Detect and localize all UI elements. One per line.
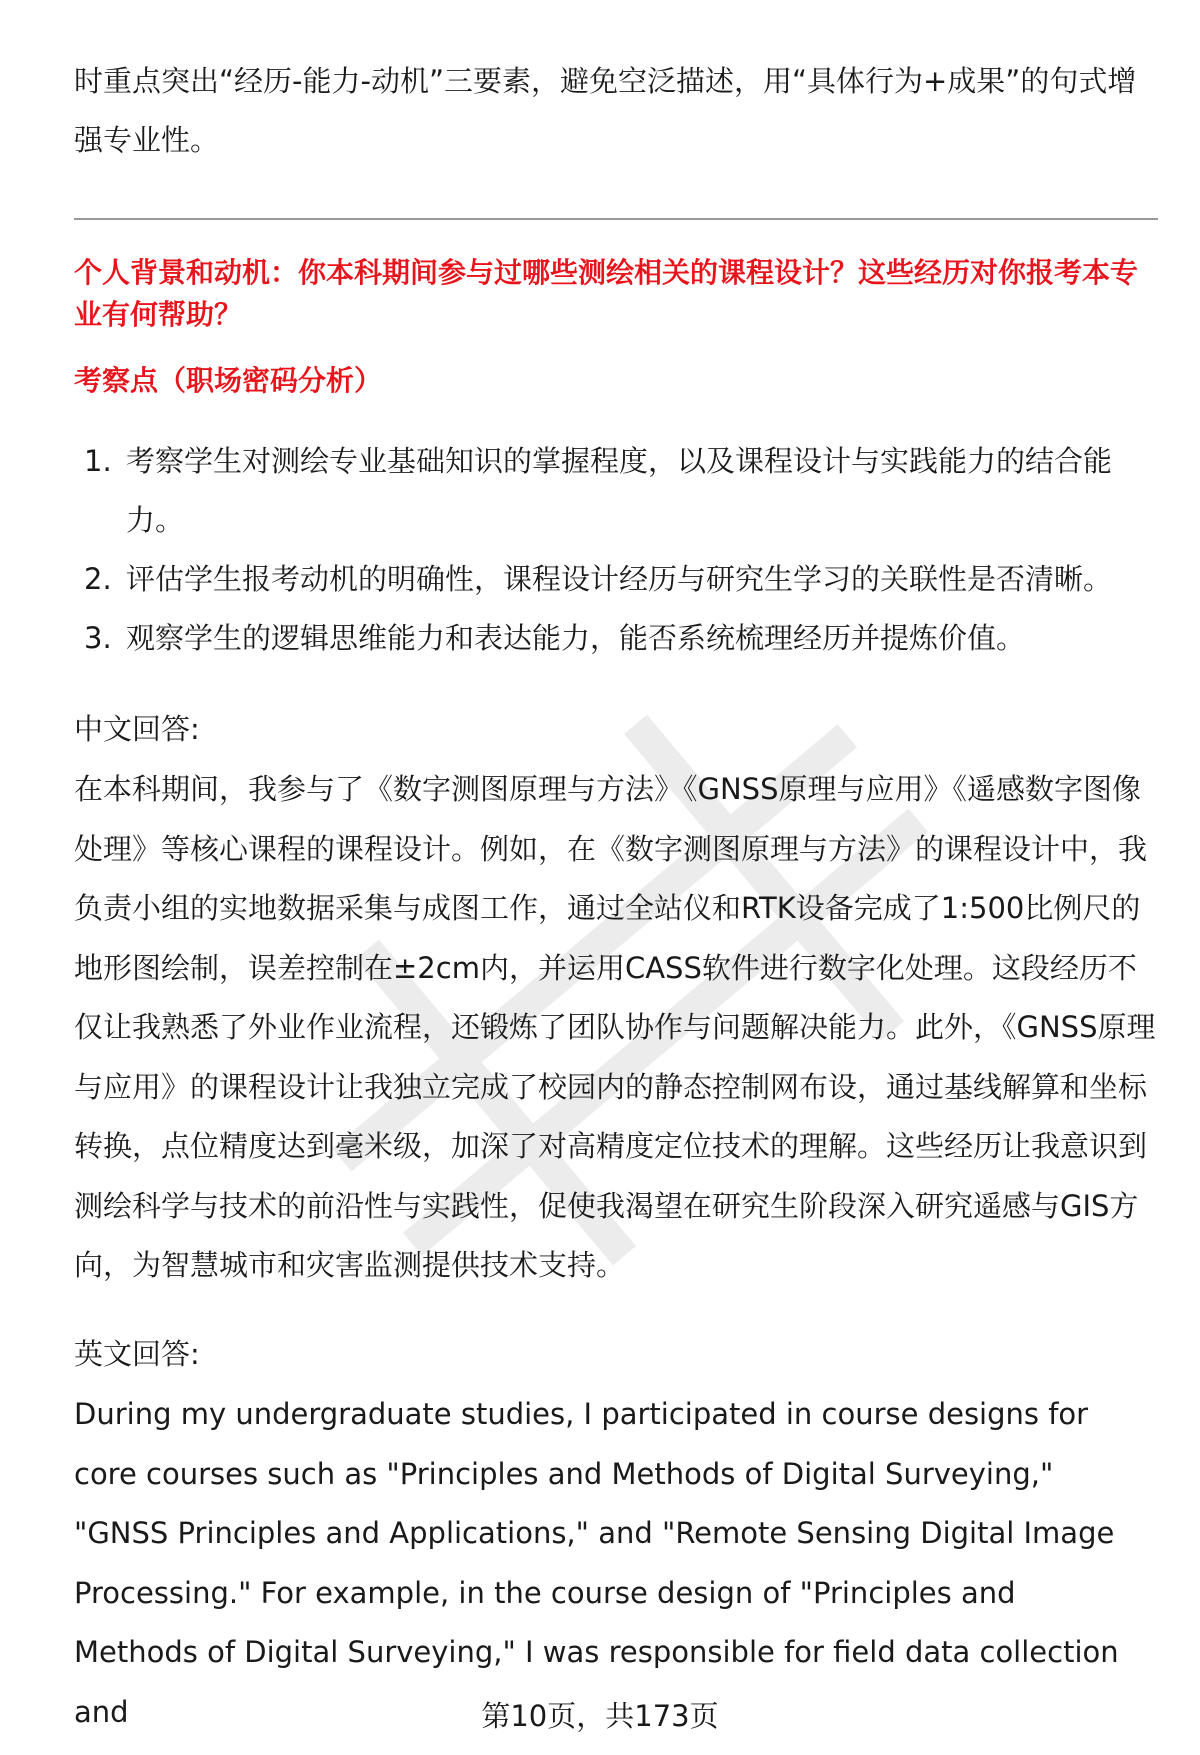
assessment-points-heading: 考察点（职场密码分析） [74,364,383,397]
list-item-text: 观察学生的逻辑思维能力和表达能力，能否系统梳理经历并提炼价值。 [126,621,1026,655]
section-divider [74,218,1158,220]
intro-paragraph: 时重点突出“经历-能力-动机”三要素，避免空泛描述，用“具体行为+成果”的句式增强专业性。 [74,64,1137,157]
page-number-footer: 第10页，共173页 [481,1699,719,1733]
list-item [74,550,1164,609]
list-item-text: 评估学生报考动机的明确性，课程设计经历与研究生学习的关联性是否清晰。 [126,562,1113,596]
list-item-number: 2. [84,562,112,596]
intro-block [74,52,1154,170]
question-heading: 个人背景和动机：你本科期间参与过哪些测绘相关的课程设计？这些经历对你报考本专业有何帮助？ [74,256,1139,331]
list-item [74,609,1164,668]
assessment-points-list [74,432,1164,668]
list-item-number: 3. [84,621,112,655]
list-item-number: 1. [84,444,112,478]
chinese-answer-text: 在本科期间，我参与了《数字测图原理与方法》《GNSS原理与应用》《遥感数字图像处理》等核心课程的课程设计。例如，在《数字测图原理与方法》的课程设计中，我负责小组的实地数据采集与成图工作，通过全站仪和RTK设备完成了1:500比例尺的地形图绘制，误差控制在±2cm内，并运用CASS软件进行数字化处理。这段经历不仅让我熟悉了外业作业流程，还锻炼了团队协作与问题解决能力。此外，《GNSS原理与应用》的课程设计让我独立完成了校园内的静态控制网布设，通过基线解算和坐标转换，点位精度达到毫米级，加深了对高精度定位技术的理解。这些经历让我意识到测绘科学与技术的前沿性与实践性，促使我渴望在研究生阶段深入研究遥感与GIS方向，为智慧城市和灾害监测提供技术支持。 [74,772,1156,1282]
english-answer-label: 英文回答: [74,1337,200,1371]
chinese-answer-label: 中文回答: [74,712,200,746]
list-item [74,432,1164,550]
english-answer-text: During my undergraduate studies, I participated in course designs for core courses such as "Principles and Methods of Digital Surveying," "GNSS Principles and Applications," and "Remote Sensing Digital Image Processing." For example, in the course design of "Principles and Methods of Digital Surveying," I was responsible for field data collection and [74,1397,1119,1729]
list-item-text: 考察学生对测绘专业基础知识的掌握程度，以及课程设计与实践能力的结合能力。 [126,444,1113,537]
